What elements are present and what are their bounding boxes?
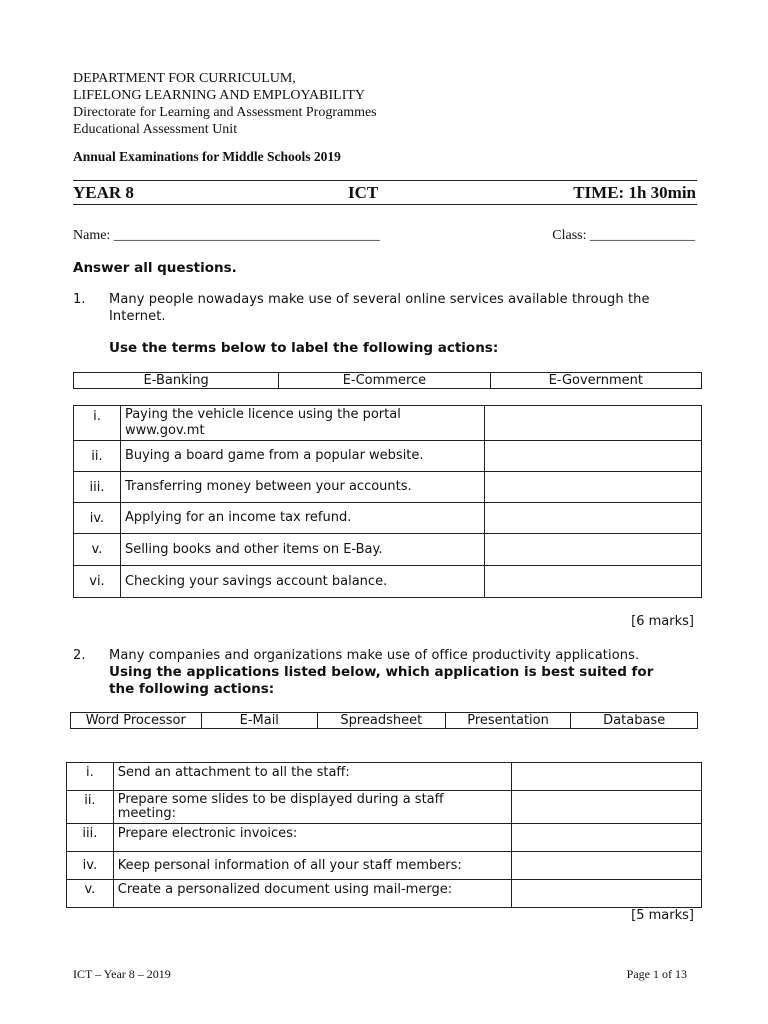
item-number: iii. (67, 824, 114, 852)
exam-title: Annual Examinations for Middle Schools 2019 (73, 149, 341, 164)
q1-actions-table (73, 405, 702, 598)
term-cell: E-Banking (74, 373, 279, 389)
answer-cell[interactable] (485, 566, 702, 598)
instructions: Answer all questions. (73, 260, 237, 276)
dept-line-1: DEPARTMENT FOR CURRICULUM, (73, 71, 296, 86)
app-cell: Spreadsheet (317, 713, 445, 729)
time-label: TIME: 1h 30min (573, 183, 696, 202)
item-text: Prepare electronic invoices: (113, 824, 512, 852)
answer-cell[interactable] (485, 406, 702, 441)
q1-number: 1. (73, 292, 86, 307)
q2-number: 2. (73, 648, 86, 663)
term-cell: E-Commerce (279, 373, 490, 389)
answer-cell[interactable] (485, 472, 702, 503)
answer-cell[interactable] (485, 503, 702, 534)
item-number: iii. (74, 472, 121, 503)
item-number: v. (74, 534, 121, 566)
item-text (120, 406, 484, 441)
item-text-line1: Paying the vehicle licence using the portal (124, 407, 401, 422)
item-text-line2: www.gov.mt (124, 423, 205, 438)
q2-prompt-line1: Using the applications listed below, which application is best suited for (109, 664, 654, 680)
footer-left: ICT – Year 8 – 2019 (73, 967, 171, 981)
q2-apps-table (70, 712, 698, 729)
item-number: v. (67, 880, 114, 908)
answer-cell[interactable] (512, 791, 702, 824)
q1-prompt: Use the terms below to label the following actions: (109, 340, 499, 356)
class-field[interactable]: Class: _______________ (552, 228, 695, 243)
q1-marks: [6 marks] (631, 614, 694, 629)
table-row (67, 763, 702, 791)
subject-label: ICT (348, 183, 379, 202)
answer-cell[interactable] (512, 880, 702, 908)
table-row (74, 503, 702, 534)
item-text: Create a personalized document using mail-merge: (113, 880, 512, 908)
item-number: iv. (67, 852, 114, 880)
app-cell: Word Processor (71, 713, 202, 729)
q2-actions-table (66, 762, 702, 908)
title-rule-top (73, 180, 697, 181)
item-text: Selling books and other items on E-Bay. (120, 534, 484, 566)
directorate: Directorate for Learning and Assessment Programmes (73, 105, 377, 120)
item-number: vi. (74, 566, 121, 598)
item-text-line1: Prepare some slides to be displayed during a staff (117, 792, 444, 807)
name-field[interactable]: Name: ______________________________________ (73, 228, 380, 243)
answer-cell[interactable] (485, 534, 702, 566)
item-text-line2: meeting: (117, 806, 177, 821)
item-text (113, 791, 512, 824)
dept-line-2: LIFELONG LEARNING AND EMPLOYABILITY (73, 88, 366, 103)
item-text: Applying for an income tax refund. (120, 503, 484, 534)
term-cell: E-Government (490, 373, 701, 389)
table-row (74, 566, 702, 598)
item-number: iv. (74, 503, 121, 534)
item-text: Transferring money between your accounts. (120, 472, 484, 503)
item-text: Send an attachment to all the staff: (113, 763, 512, 791)
answer-cell[interactable] (512, 824, 702, 852)
app-cell: Presentation (445, 713, 571, 729)
table-row (74, 441, 702, 472)
item-text: Checking your savings account balance. (120, 566, 484, 598)
q1-text-line1: Many people nowadays make use of several online services available through the (109, 292, 650, 307)
q1-text-line2: Internet. (109, 309, 166, 324)
year-label: YEAR 8 (73, 183, 134, 202)
table-row (67, 791, 702, 824)
table-row (74, 406, 702, 441)
table-row (74, 472, 702, 503)
item-text: Keep personal information of all your staff members: (113, 852, 512, 880)
table-row (67, 852, 702, 880)
q2-text-line1: Many companies and organizations make use of office productivity applications. (109, 648, 640, 663)
item-number: ii. (67, 791, 114, 824)
answer-cell[interactable] (512, 763, 702, 791)
app-cell: Database (571, 713, 698, 729)
title-rule-bottom (73, 204, 697, 205)
q2-marks: [5 marks] (631, 908, 694, 923)
q1-terms-table (73, 372, 702, 389)
answer-cell[interactable] (512, 852, 702, 880)
page-number: Page 1 of 13 (626, 967, 687, 981)
answer-cell[interactable] (485, 441, 702, 472)
table-row (67, 880, 702, 908)
table-row (67, 824, 702, 852)
q2-prompt-line2: the following actions: (109, 681, 275, 697)
item-text: Buying a board game from a popular website. (120, 441, 484, 472)
item-number: i. (67, 763, 114, 791)
item-number: i. (74, 406, 121, 441)
item-number: ii. (74, 441, 121, 472)
table-row (74, 534, 702, 566)
assessment-unit: Educational Assessment Unit (73, 122, 238, 137)
app-cell: E-Mail (201, 713, 317, 729)
